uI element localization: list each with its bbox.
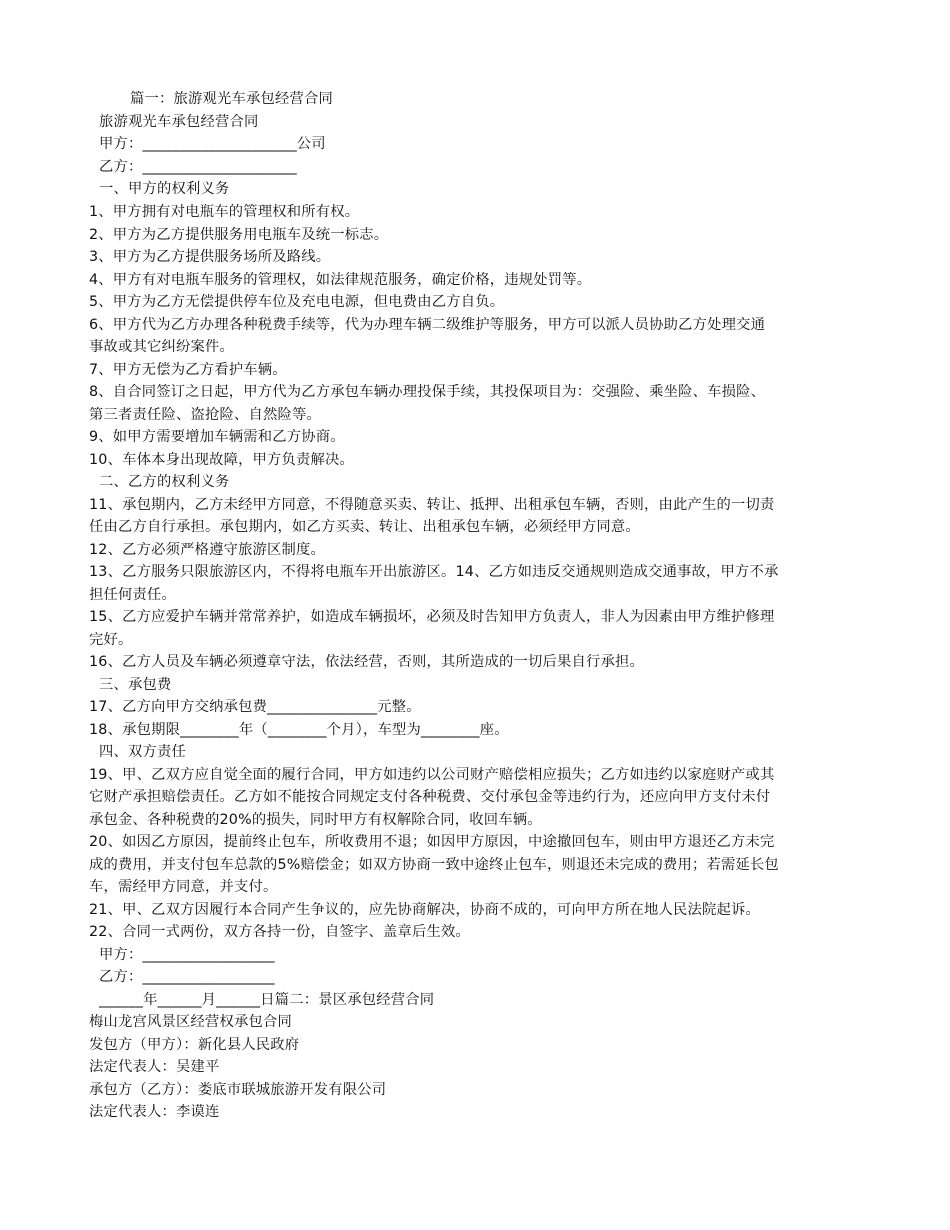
party-line: 法定代表人：吴建平 xyxy=(89,1059,220,1075)
clause-line: 担任何责任。 xyxy=(89,587,176,603)
clause-line: 它财产承担赔偿责任。乙方如不能按合同规定支付各种税费、交付承包金等违约行为，还应向甲方支付未付 xyxy=(89,789,771,805)
date-line: ______年______月______日篇二：景区承包经营合同 xyxy=(99,992,435,1008)
clause-line: 22、合同一式两份，双方各持一份，自签字、盖章后生效。 xyxy=(89,924,471,940)
section-title: 篇一：旅游观光车承包经营合同 xyxy=(130,91,333,107)
clause-line: 19、甲、乙双方应自觉全面的履行合同，甲方如违约以公司财产赔偿相应损失；乙方如违约以家庭财产或其 xyxy=(89,767,775,783)
clause-line: 6、甲方代为乙方办理各种税费手续等，代为办理车辆二级维护等服务，甲方可以派人员协助乙方处理交通 xyxy=(89,317,766,333)
clause-line: 2、甲方为乙方提供服务用电瓶车及统一标志。 xyxy=(89,227,389,243)
party-line: 发包方（甲方）：新化县人民政府 xyxy=(89,1037,300,1053)
clause-line: 1、甲方拥有对电瓶车的管理权和所有权。 xyxy=(89,204,360,220)
heading-fee: 三、承包费 xyxy=(99,677,172,693)
clause-line: 18、承包期限________年（________个月），车型为________座。 xyxy=(89,722,509,738)
clause-line: 17、乙方向甲方交纳承包费_______________元整。 xyxy=(89,699,421,715)
clause-line: 4、甲方有对电瓶车服务的管理权，如法律规范服务，确定价格，违规处罚等。 xyxy=(89,272,592,288)
clause-line: 车，需经甲方同意，并支付。 xyxy=(89,879,278,895)
clause-line: 12、乙方必须严格遵守旅游区制度。 xyxy=(89,542,326,558)
clause-line: 完好。 xyxy=(89,632,133,648)
party-a-line: 甲方：_____________________公司 xyxy=(99,136,326,152)
party-b-line: 乙方：_____________________ xyxy=(99,159,297,175)
clause-line: 16、乙方人员及车辆必须遵章守法，依法经营，否则，其所造成的一切后果自行承担。 xyxy=(89,654,644,670)
signature-party-b: 乙方：__________________ xyxy=(99,969,275,985)
heading-party-b-rights: 二、乙方的权利义务 xyxy=(99,474,230,490)
clause-line: 成的费用，并支付包车总款的5%赔偿金；如双方协商一致中途终止包车，则退还未完成的费用；若需延长包 xyxy=(89,857,779,873)
clause-line: 9、如甲方需要增加车辆需和乙方协商。 xyxy=(89,429,345,445)
clause-line: 承包金、各种税费的20%的损失，同时甲方有权解除合同，收回车辆。 xyxy=(89,812,542,828)
clause-line: 5、甲方为乙方无偿提供停车位及充电电源，但电费由乙方自负。 xyxy=(89,294,505,310)
clause-line: 10、车体本身出现故障，甲方负责解决。 xyxy=(89,452,355,468)
contract-title-2: 梅山龙宫风景区经营权承包合同 xyxy=(89,1014,292,1030)
clause-line: 3、甲方为乙方提供服务场所及路线。 xyxy=(89,249,331,265)
heading-party-a-rights: 一、甲方的权利义务 xyxy=(99,181,230,197)
clause-line: 11、承包期内，乙方未经甲方同意，不得随意买卖、转让、抵押、出租承包车辆，否则，由此产生的一切责 xyxy=(89,497,775,513)
signature-party-a: 甲方：__________________ xyxy=(99,947,275,963)
clause-line: 21、甲、乙双方因履行本合同产生争议的，应先协商解决，协商不成的，可向甲方所在地人民法院起诉。 xyxy=(89,902,760,918)
party-line: 承包方（乙方）：娄底市联城旅游开发有限公司 xyxy=(89,1082,387,1098)
clause-line: 事故或其它纠纷案件。 xyxy=(89,339,234,355)
clause-line: 20、如因乙方原因，提前终止包车，所收费用不退；如因甲方原因，中途撤回包车，则由甲方退还乙方未完 xyxy=(89,834,775,850)
contract-title: 旅游观光车承包经营合同 xyxy=(99,114,259,130)
party-line: 法定代表人：李谟连 xyxy=(89,1104,220,1120)
clause-line: 15、乙方应爱护车辆并常常养护，如造成车辆损坏，必须及时告知甲方负责人，非人为因素由甲方维护修理 xyxy=(89,609,775,625)
clause-line: 任由乙方自行承担。承包期内，如乙方买卖、转让、出租承包车辆，必须经甲方同意。 xyxy=(89,519,640,535)
clause-line: 7、甲方无偿为乙方看护车辆。 xyxy=(89,362,287,378)
clause-line: 13、乙方服务只限旅游区内，不得将电瓶车开出旅游区。14、乙方如违反交通规则造成交通事故，甲方不承 xyxy=(89,564,779,580)
clause-line: 第三者责任险、盗抢险、自然险等。 xyxy=(89,407,321,423)
heading-responsibility: 四、双方责任 xyxy=(99,744,186,760)
clause-line: 8、自合同签订之日起，甲方代为乙方承包车辆办理投保手续，其投保项目为：交强险、乘坐险、车损险、 xyxy=(89,384,766,400)
